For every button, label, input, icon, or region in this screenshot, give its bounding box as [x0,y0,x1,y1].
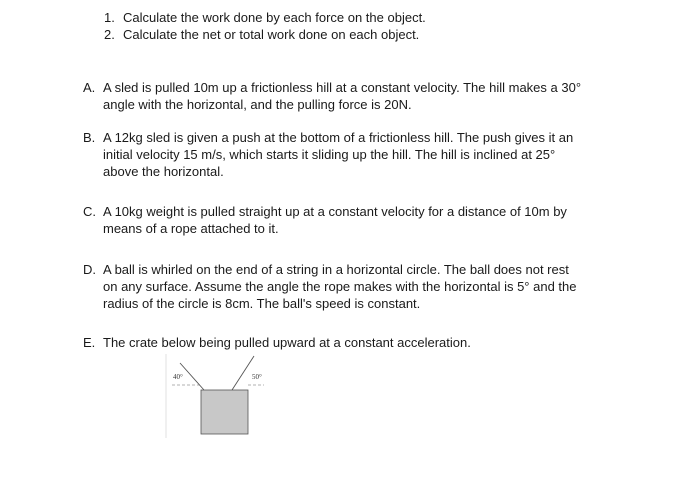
problem-text [103,129,623,180]
problem-letter: C. [83,204,96,219]
problem-e [83,334,643,351]
instructions-list [104,9,426,43]
problem-letter: D. [83,262,96,277]
problem-b [83,129,643,180]
crate-diagram-svg [160,352,280,442]
problem-line: initial velocity 15 m/s, which starts it sliding up the hill. The hill is inclined at 25° [103,147,556,162]
problem-a [83,79,643,113]
problem-line: on any surface. Assume the angle the rope makes with the horizontal is 5° and the [103,279,577,294]
problem-line: The crate below being pulled upward at a constant acceleration. [103,335,471,350]
problem-text [103,261,623,312]
problem-c [83,203,643,237]
right-angle-label: 50° [252,373,262,381]
left-rope [180,363,204,390]
problem-text [103,203,623,237]
problem-letter: E. [83,335,96,350]
problem-text [103,334,623,351]
crate [201,390,248,434]
problem-letter: B. [83,130,96,145]
instruction-text: Calculate the net or total work done on each object. [123,27,420,42]
instruction-number: 2. [104,27,115,42]
problem-line: A 12kg sled is given a push at the bottom of a frictionless hill. The push gives it an [103,130,574,145]
problem-line: above the horizontal. [103,164,224,179]
instruction-item [104,26,426,43]
problem-line: radius of the circle is 8cm. The ball's speed is constant. [103,296,421,311]
problem-d [83,261,643,312]
instruction-item [104,9,426,26]
problem-line: A ball is whirled on the end of a string in a horizontal circle. The ball does not rest [103,262,569,277]
instruction-text: Calculate the work done by each force on the object. [123,10,426,25]
problem-line: A sled is pulled 10m up a frictionless hill at a constant velocity. The hill makes a 30° [103,80,582,95]
problem-line: angle with the horizontal, and the pulling force is 20N. [103,97,412,112]
problem-line: A 10kg weight is pulled straight up at a constant velocity for a distance of 10m by [103,204,567,219]
instruction-number: 1. [104,10,115,25]
problem-letter: A. [83,80,96,95]
crate-diagram [160,352,280,442]
left-angle-label: 40° [173,373,183,381]
problem-text [103,79,623,113]
problem-line: means of a rope attached to it. [103,221,279,236]
